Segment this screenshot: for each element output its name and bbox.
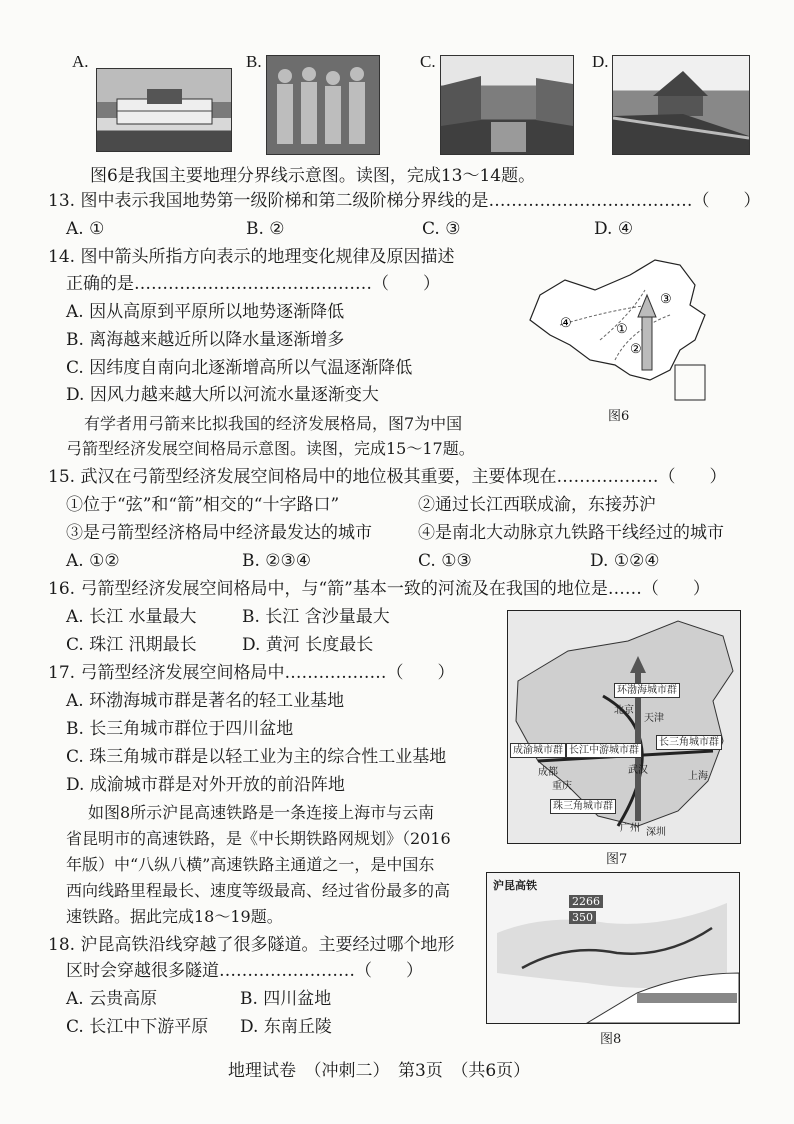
q16-option-a[interactable]: A. 长江 水量最大	[66, 607, 197, 627]
q18-option-b[interactable]: B. 四川盆地	[240, 989, 332, 1009]
photo-terracotta-army	[266, 55, 380, 155]
fig7-tag-chengyu: 成渝城市群	[510, 743, 566, 758]
q13-stem: 13. 图中表示我国地势第一级阶梯和第二级阶梯分界线的是………………………………（ ）	[48, 191, 761, 211]
photo-option-d-label: D.	[592, 52, 609, 71]
q17-option-c[interactable]: C. 珠三角城市群是以轻工业为主的综合性工业基地	[66, 747, 447, 767]
q15-item-3: ③是弓箭型经济格局中经济最发达的城市	[66, 523, 372, 543]
fig7-tag-yangtze-delta: 长三角城市群	[656, 735, 722, 750]
fig7-city-chongqing: 重庆	[552, 781, 572, 792]
page-footer: 地理试卷 （冲刺二） 第3页 （共6页）	[228, 1061, 531, 1081]
q15-item-2: ②通过长江西联成渝，东接苏沪	[418, 495, 656, 515]
fig7-caption: 图7	[606, 852, 628, 867]
fig6-caption: 图6	[608, 409, 630, 424]
q13-option-c[interactable]: C. ③	[422, 219, 461, 239]
fig6-mark-3: ③	[660, 292, 672, 307]
q15-item-4: ④是南北大动脉京九铁路干线经过的城市	[418, 523, 724, 543]
q15-option-c[interactable]: C. ①③	[418, 551, 472, 571]
great-wall-image	[613, 56, 749, 154]
intro-fig6: 图6是我国主要地理分界线示意图。读图，完成13～14题。	[90, 166, 536, 186]
q18-option-c[interactable]: C. 长江中下游平原	[66, 1017, 209, 1037]
fig8-title: 沪昆高铁	[493, 880, 537, 892]
photo-great-wall	[612, 55, 750, 155]
photo-option-c-label: C.	[420, 52, 436, 71]
fig7-city-chengdu: 成都	[538, 767, 558, 778]
q17-stem: 17. 弓箭型经济发展空间格局中………………（ ）	[48, 663, 455, 683]
q13-option-a[interactable]: A. ①	[66, 219, 105, 239]
fig7-tag-mid-yangtze: 长江中游城市群	[566, 743, 642, 758]
fig6-mark-4: ④	[560, 316, 572, 331]
palace-image	[97, 69, 231, 151]
china-outline-map	[520, 255, 725, 410]
q15-stem: 15. 武汉在弓箭型经济发展空间格局中的地位极其重要，主要体现在………………（ ）	[48, 467, 727, 487]
intro-fig8-line3: 年版）中“八纵八横”高速铁路主通道之一，是中国东	[66, 855, 435, 874]
q13-option-b[interactable]: B. ②	[246, 219, 285, 239]
q16-option-d[interactable]: D. 黄河 长度最长	[242, 635, 374, 655]
fig7-tag-bohai: 环渤海城市群	[614, 683, 680, 698]
intro-fig7-line1: 有学者用弓箭来比拟我国的经济发展格局，图7为中国	[84, 414, 463, 433]
q14-stem-line1: 14. 图中箭头所指方向表示的地理变化规律及原因描述	[48, 247, 455, 267]
fig7-city-wuhan: 武汉	[628, 765, 648, 776]
fig7-city-guangzhou: 广州	[620, 823, 640, 834]
terracotta-image	[267, 56, 379, 154]
photo-water-town	[440, 55, 574, 155]
intro-fig7-line2: 弓箭型经济发展空间格局示意图。读图，完成15～17题。	[66, 439, 475, 458]
q17-option-d[interactable]: D. 成渝城市群是对外开放的前沿阵地	[66, 775, 345, 795]
q15-option-b[interactable]: B. ②③④	[242, 551, 312, 571]
q14-option-a[interactable]: A. 因从高原到平原所以地势逐渐降低	[66, 302, 345, 322]
fig7-tag-pearl-delta: 珠三角城市群	[550, 799, 616, 814]
q15-item-1: ①位于“弦”和“箭”相交的“十字路口”	[66, 495, 340, 515]
q13-option-d[interactable]: D. ④	[594, 219, 634, 239]
fig6-map	[520, 255, 725, 424]
q14-option-b[interactable]: B. 离海越来越近所以降水量逐渐增多	[66, 330, 345, 350]
fig6-mark-1: ①	[616, 322, 628, 337]
intro-fig8-line1: 如图8所示沪昆高速铁路是一条连接上海市与云南	[88, 803, 435, 822]
fig8-map	[486, 872, 740, 1024]
q16-stem: 16. 弓箭型经济发展空间格局中，与“箭”基本一致的河流及在我国的地位是……（ ）	[48, 579, 710, 599]
photo-option-b-label: B.	[246, 52, 262, 71]
q18-stem-line1: 18. 沪昆高铁沿线穿越了很多隧道。主要经过哪个地形	[48, 935, 455, 955]
q15-option-a[interactable]: A. ①②	[66, 551, 120, 571]
q18-option-d[interactable]: D. 东南丘陵	[240, 1017, 332, 1037]
fig8-stat-length: 2266	[569, 895, 603, 908]
fig7-map	[507, 610, 741, 844]
q15-option-d[interactable]: D. ①②④	[590, 551, 660, 571]
fig8-stat-speed: 350	[569, 911, 596, 924]
water-town-image	[441, 56, 573, 154]
fig7-city-shanghai: 上海	[688, 771, 708, 782]
intro-fig8-line2: 省昆明市的高速铁路，是《中长期铁路网规划》（2016	[66, 829, 451, 848]
q17-option-a[interactable]: A. 环渤海城市群是著名的轻工业基地	[66, 691, 345, 711]
intro-fig8-line5: 速铁路。据此完成18～19题。	[66, 907, 283, 926]
q17-option-b[interactable]: B. 长三角城市群位于四川盆地	[66, 719, 294, 739]
fig8-railway-map	[487, 873, 739, 1023]
q18-option-a[interactable]: A. 云贵高原	[66, 989, 158, 1009]
q14-option-d[interactable]: D. 因风力越来越大所以河流水量逐渐变大	[66, 385, 379, 405]
fig8-caption: 图8	[600, 1032, 622, 1047]
q16-option-c[interactable]: C. 珠江 汛期最长	[66, 635, 197, 655]
q14-option-c[interactable]: C. 因纬度自南向北逐渐增高所以气温逐渐降低	[66, 358, 413, 378]
q18-stem-line2: 区时会穿越很多隧道……………………（ ）	[66, 961, 423, 981]
photo-option-a-label: A.	[72, 52, 89, 71]
fig7-city-beijing: 北京	[614, 705, 634, 716]
fig7-city-shenzhen: 深圳	[646, 827, 666, 838]
fig7-map-shape	[508, 611, 740, 843]
q16-option-b[interactable]: B. 长江 含沙量最大	[242, 607, 390, 627]
intro-fig8-line4: 西向线路里程最长、速度等级最高、经过省份最多的高	[66, 881, 451, 900]
photo-potala-palace	[96, 68, 232, 152]
fig6-mark-2: ②	[630, 342, 642, 357]
fig7-city-tianjin: 天津	[644, 713, 664, 724]
q14-stem-line2: 正确的是……………………………………（ ）	[66, 274, 440, 294]
